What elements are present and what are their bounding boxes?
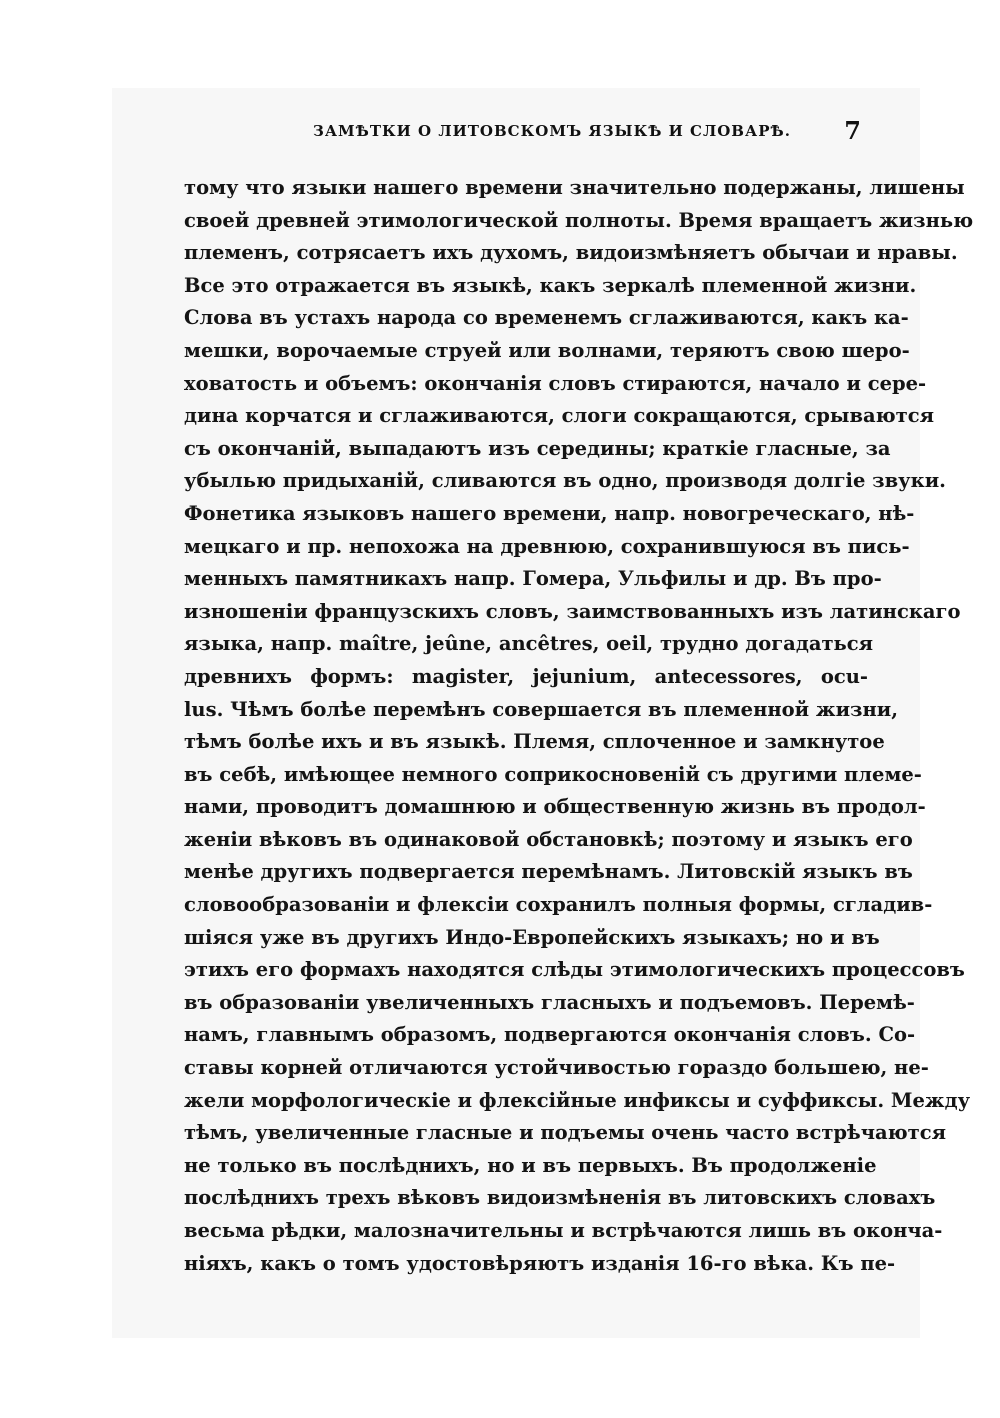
text-line: ховатость и объемъ: окончанія словъ стираются, начало и сере- [184, 371, 927, 395]
text-line: въ образованіи увеличенныхъ гласныхъ и подъемовъ. Перемѣ- [184, 990, 915, 1014]
text-line: съ окончаній, выпадаютъ изъ середины; краткіе гласные, за [184, 436, 891, 460]
text-line: менѣе другихъ подвергается перемѣнамъ. Литовскій языкъ въ [184, 860, 913, 884]
text-line: весьма рѣдки, малозначительны и встрѣчаются лишь въ оконча- [184, 1219, 943, 1242]
text-line: Все это отражается въ языкѣ, какъ зеркалѣ племенной жизни. [184, 273, 917, 297]
running-title: ЗАМѢТКИ О ЛИТОВСКОМЪ ЯЗЫКѢ И СЛОВАРѢ. [313, 122, 791, 140]
text-line: Слова въ устахъ народа со временемъ сглаживаются, какъ ка- [184, 306, 909, 330]
text-line: дина корчатся и сглаживаются, слоги сокращаются, срываются [184, 404, 934, 428]
text-line: lus. Чѣмъ болѣе перемѣнъ совершается въ племенной жизни, [184, 697, 899, 721]
text-line: ніяхъ, какъ о томъ удостовѣряютъ изданія 16-го вѣка. Къ пе- [184, 1251, 896, 1275]
text-line: Фонетика языковъ нашего времени, напр. новогреческаго, нѣ- [184, 501, 915, 525]
text-line: ставы корней отличаются устойчивостью гораздо большею, не- [184, 1056, 929, 1080]
text-line: этихъ его формахъ находятся слѣды этимологическихъ процессовъ [184, 958, 965, 982]
page-number: 7 [844, 116, 861, 145]
text-line: послѣднихъ трехъ вѣковъ видоизмѣненія въ литовскихъ словахъ [184, 1186, 936, 1210]
text-line: мешки, ворочаемые струей или волнами, теряютъ свою шеро- [184, 338, 910, 362]
text-line: племенъ, сотрясаетъ ихъ духомъ, видоизмѣняетъ обычаи и нравы. [184, 241, 958, 265]
text-line: тому что языки нашего времени значительно подержаны, лишены [184, 176, 965, 199]
text-line: тѣмъ, увеличенные гласные и подъемы очень часто встрѣчаются [184, 1121, 947, 1145]
body-text [184, 172, 974, 1280]
text-line: въ себѣ, имѣющее немного соприкосновеній съ другими племе- [184, 762, 922, 786]
text-line: менныхъ памятникахъ напр. Гомера, Ульфилы и др. Въ про- [184, 567, 882, 591]
text-line: древнихъ формъ: magister, jejunium, antecessores, ocu- [184, 664, 868, 688]
text-line: языка, напр. maître, jeûne, ancêtres, oeil, трудно догадаться [184, 632, 874, 656]
text-line: намъ, главнымъ образомъ, подвергаются окончанія словъ. Со- [184, 1023, 916, 1047]
text-line: мецкаго и пр. непохожа на древнюю, сохранившуюся въ пись- [184, 534, 910, 558]
text-line: убылью придыханій, сливаются въ одно, производя долгіе звуки. [184, 469, 946, 493]
text-line: словообразованіи и флексіи сохранилъ полныя формы, сгладив- [184, 893, 933, 917]
text-line: шіяся уже въ другихъ Индо-Европейскихъ языкахъ; но и въ [184, 925, 880, 949]
text-line: изношеніи французскихъ словъ, заимствованныхъ изъ латинскаго [184, 599, 961, 623]
text-line: не только въ послѣднихъ, но и въ первыхъ. Въ продолженіе [184, 1153, 877, 1177]
text-line: своей древней этимологической полноты. Время вращаетъ жизнью [184, 208, 974, 232]
text-line: жели морфологическіе и флексійные инфиксы и суффиксы. Между [184, 1088, 971, 1112]
text-line: тѣмъ болѣе ихъ и въ языкѣ. Племя, сплоченное и замкнутое [184, 730, 885, 754]
text-line: нами, проводитъ домашнюю и общественную жизнь въ продол- [184, 795, 926, 819]
page-header [185, 118, 865, 150]
text-line: женіи вѣковъ въ одинаковой обстановкѣ; поэтому и языкъ его [184, 827, 913, 851]
